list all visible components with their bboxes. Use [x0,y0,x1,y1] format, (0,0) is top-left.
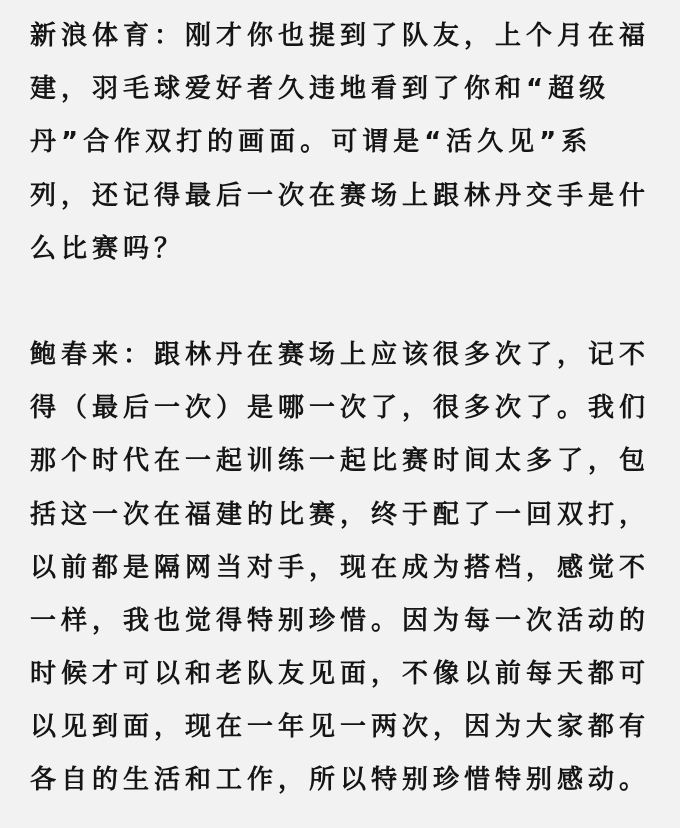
question-line-5: 么比赛吗？ [30,233,186,264]
question-line-1: 新浪体育：刚才你也提到了队友，上个月在福 [30,21,651,51]
answer-line-4: 括这一次在福建的比赛，终于配了一回双打， [30,499,651,530]
answer-line-8: 以见到面，现在一年见一两次，因为大家都有 [30,712,651,743]
answer-line-3: 那个时代在一起训练一起比赛时间太多了，包 [30,446,651,477]
answer-line-6: 一样，我也觉得特别珍惜。因为每一次活动的 [30,605,651,636]
question-line-4: 列，还记得最后一次在赛场上跟林丹交手是什 [30,180,651,211]
question-paragraph [30,10,650,276]
question-line-2: 建，羽毛球爱好者久违地看到了你和“超级 [30,74,611,105]
answer-line-1: 鲍春来：跟林丹在赛场上应该很多次了，记不 [30,339,651,370]
answer-line-9: 各自的生活和工作，所以特别珍惜特别感动。 [30,765,651,796]
answer-line-2: 得（最后一次）是哪一次了，很多次了。我们 [30,393,651,424]
answer-paragraph [30,329,650,808]
question-line-3: 丹”合作双打的画面。可谓是“活久见”系 [30,127,593,158]
answer-line-5: 以前都是隔网当对手，现在成为搭档，感觉不 [30,552,651,583]
answer-line-7: 时候才可以和老队友见面，不像以前每天都可 [30,659,651,690]
